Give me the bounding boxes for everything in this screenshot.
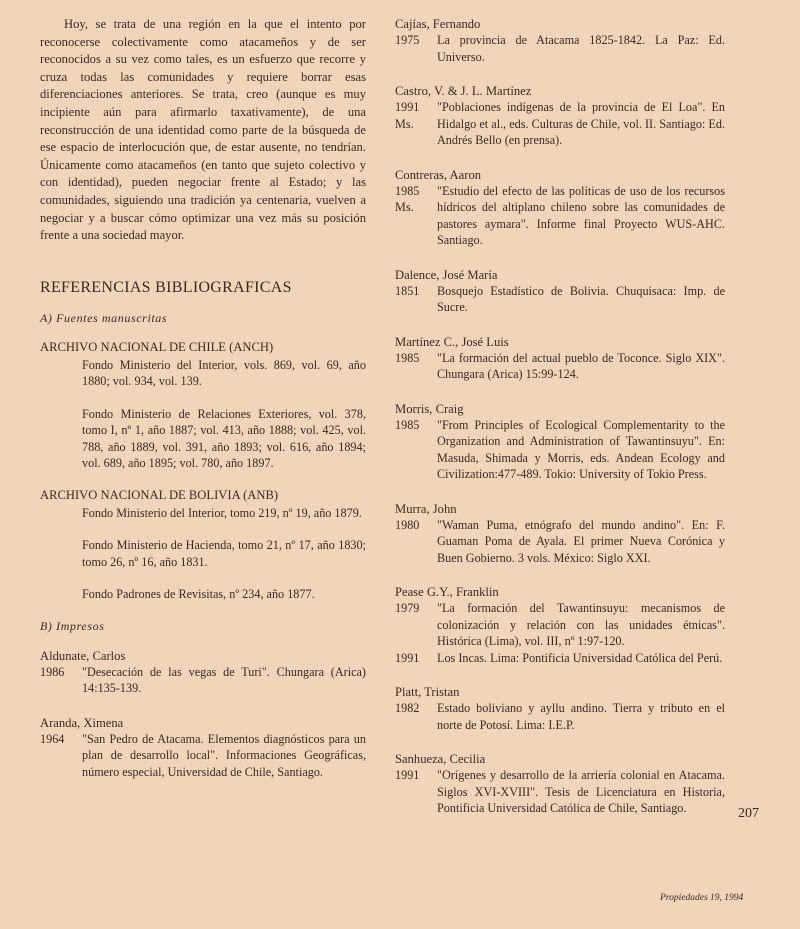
reference-year: 1986 — [40, 664, 65, 679]
reference-author: Dalence, José María — [395, 267, 498, 282]
reference-item — [395, 183, 725, 249]
reference-author: Contreras, Aaron — [395, 167, 482, 182]
section-title: REFERENCIAS BIBLIOGRAFICAS — [40, 278, 292, 296]
reference-year: 1975 — [395, 33, 420, 47]
reference-item — [395, 350, 725, 383]
archive-entry: Fondo Ministerio de Hacienda, tomo 21, nº 17, año 1830; tomo 26, nº 16, año 1831. — [82, 538, 366, 569]
reference-item — [395, 417, 725, 483]
reference-text: "Estudio del efecto de las políticas de uso de los recursos hídricos del altiplano chileno sobre las comunidades de pastores aymara". Informe final Proyecto WUS-AHC. Santiago. — [437, 183, 725, 247]
archive-entry: Fondo Ministerio del Interior, tomo 219, nº 19, año 1879. — [82, 505, 362, 520]
archive-group-bolivia — [40, 488, 366, 603]
reference-entry — [395, 16, 725, 65]
reference-text: "La formación del actual pueblo de Toconce. Siglo XIX". Chungara (Arica) 15:99-124. — [437, 350, 725, 381]
reference-author: Aldunate, Carlos — [40, 648, 126, 663]
intro-text — [40, 16, 366, 245]
reference-item — [395, 767, 725, 817]
reference-author: Morris, Craig — [395, 401, 464, 416]
reference-author: Murra, John — [395, 501, 457, 516]
reference-item — [40, 731, 366, 781]
reference-year: 1985 Ms. — [395, 183, 420, 214]
reference-year: 1980 — [395, 517, 420, 532]
reference-text: "Poblaciones indígenas de la provincia de El Loa". En Hidalgo et al., eds. Culturas de Chile, vol. II. Santiago: Ed. Andrés Bello (en prensa). — [437, 100, 725, 147]
reference-text: "Waman Puma, etnógrafo del mundo andino". En: F. Guaman Poma de Ayala. El primer Nueva Corónica y Buen Gobierno. 3 vols. México: Siglo XXI. — [437, 517, 725, 565]
archive-entry: Fondo Padrones de Revisitas, nº 234, año 1877. — [82, 587, 315, 602]
intro-paragraph: Hoy, se trata de una región en la que el intento por reconocerse colectivamente como atacameños y de ser reconocidos a su vez como tales, es un esfuerzo que recorre y cruza todas las comunidades y requiere borrar esas diferenciaciones anteriores. Se trata, creo (aunque es muy incipiente aún para afirmarlo taxativamente), de una reconstrucción de una identidad como parte de la búsqueda de ese espacio de interlocución que, de estar ausente, no tendrían. Únicamente como atacameños (en tanto que sujeto colectivo y con identidad), pueden negociar frente al Estado; y las comunidades, siguiendo una tradición ya centenaria, vuelven a negociar y a buscar cómo optimizar una vez más su posición frente a una sociedad mayor. — [40, 17, 366, 243]
reference-author: Platt, Tristan — [395, 685, 460, 699]
reference-item — [395, 99, 725, 149]
archive-entry: Fondo Ministerio del Interior, vols. 869, vol. 69, año 1880; vol. 934, vol. 139. — [82, 357, 366, 389]
reference-text: "Orígenes y desarrollo de la arriería colonial en Atacama. Siglos XVI-XVIII". Tesis de Licenciatura en Historia, Pontificia Universidad Católica de Chile, Santiago. — [437, 768, 725, 815]
reference-text: Bosquejo Estadístico de Bolivia. Chuquisaca: Imp. de Sucre. — [437, 283, 725, 314]
reference-entry — [395, 684, 725, 733]
reference-author: Aranda, Ximena — [40, 715, 124, 730]
reference-item — [395, 600, 725, 650]
reference-year: 1851 — [395, 283, 420, 298]
reference-text: "Desecación de las vegas de Turi". Chungara (Arica) 14:135-139. — [82, 664, 366, 696]
reference-entry — [395, 751, 725, 817]
reference-year: 1985 — [395, 350, 420, 365]
reference-year: 1985 — [395, 417, 420, 432]
left-column — [40, 16, 366, 798]
reference-text: Los Incas. Lima: Pontificia Universidad Católica del Perú. — [437, 650, 723, 665]
reference-year: 1991 — [395, 650, 420, 665]
subsection-a-title: A) Fuentes manuscritas — [40, 310, 168, 325]
reference-author: Pease G.Y., Franklin — [395, 585, 499, 599]
reference-author: Cajías, Fernando — [395, 17, 481, 31]
reference-text: "La formación del Tawantinsuyu: mecanismos de colonización y relación con las unidades étnicas". Histórica (Lima), vol. III, nº 1:97-120. — [437, 601, 725, 648]
reference-entry — [395, 501, 725, 567]
reference-text: Estado boliviano y ayllu andino. Tierra y tributo en el norte de Potosí. Lima: I.E.P. — [437, 701, 725, 732]
reference-entry — [395, 83, 725, 149]
running-footer: Propiedades 19, 1994 — [660, 893, 744, 903]
reference-year: 1991 Ms. — [395, 100, 420, 131]
reference-entry — [40, 715, 366, 781]
reference-item — [395, 517, 725, 567]
reference-text: "From Principles of Ecological Complementarity to the Organization and Administration of Tawantinsuyu". En: Masuda, Shimada y Morris, eds. Andean Ecology and Civilization:477-489. Tokio: University of Tokio Press. — [437, 417, 725, 481]
reference-text: La provincia de Atacama 1825-1842. La Paz: Ed. Universo. — [437, 33, 725, 64]
reference-item — [395, 700, 725, 733]
reference-item — [395, 283, 725, 316]
reference-entry — [395, 401, 725, 483]
reference-text: "San Pedro de Atacama. Elementos diagnósticos para un plan de desarrollo local". Informaciones Geográficas, número especial, Universidad de Chile, Santiago. — [82, 731, 366, 779]
reference-entry — [395, 267, 725, 316]
page-number: 207 — [738, 806, 759, 821]
subsection-b-title: B) Impresos — [40, 618, 105, 633]
archive-entry: Fondo Ministerio de Relaciones Exteriores, vol. 378, tomo I, nº 1, año 1887; vol. 413, año 1888; vol. 425, vol. 788, año 1889, vol. 391, año 1893; vol. 616, año 1894; vol. 689, año 1895; vol. 780, año 1897. — [82, 406, 366, 471]
reference-author: Martínez C., José Luis — [395, 334, 509, 349]
reference-entry — [395, 167, 725, 249]
reference-entry — [395, 584, 725, 666]
reference-author: Castro, V. & J. L. Martínez — [395, 84, 532, 98]
reference-year: 1979 — [395, 601, 420, 615]
reference-entry — [40, 648, 366, 697]
archive-group-chile — [40, 340, 366, 472]
reference-year: 1982 — [395, 701, 420, 715]
right-column — [395, 16, 725, 835]
reference-item — [40, 664, 366, 697]
archive-title: ARCHIVO NACIONAL DE CHILE (ANCH) — [40, 339, 274, 354]
archive-title: ARCHIVO NACIONAL DE BOLIVIA (ANB) — [40, 487, 279, 502]
reference-year: 1964 — [40, 731, 65, 746]
reference-item — [395, 650, 725, 667]
reference-entry — [395, 334, 725, 383]
reference-year: 1991 — [395, 768, 420, 782]
reference-item — [395, 32, 725, 65]
reference-author: Sanhueza, Cecilia — [395, 752, 486, 766]
